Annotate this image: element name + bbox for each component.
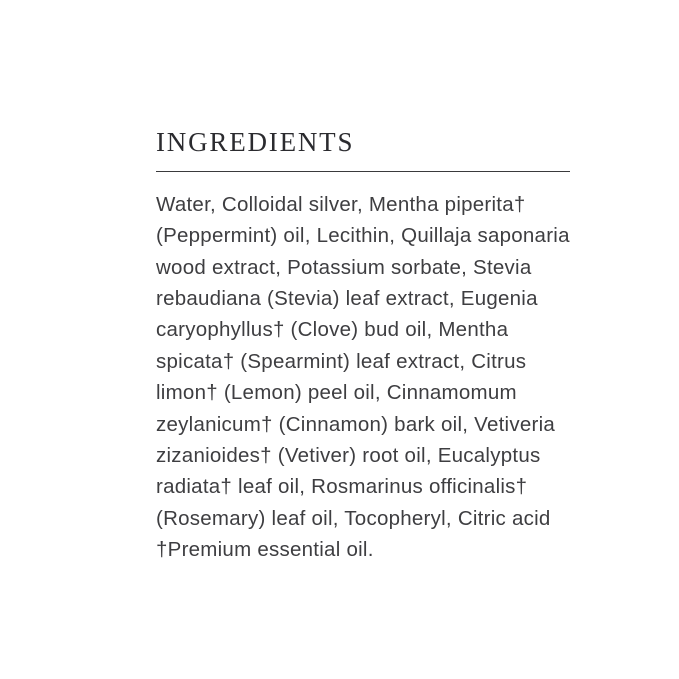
- ingredients-line: caryophyllus† (Clove) bud oil, Mentha: [156, 318, 509, 342]
- ingredients-line: zizanioides† (Vetiver) root oil, Eucalyptus: [156, 443, 541, 467]
- ingredients-line: rebaudiana (Stevia) leaf extract, Eugenia: [156, 286, 538, 310]
- ingredients-line: Water, Colloidal silver, Mentha piperita†: [156, 192, 526, 216]
- ingredients-list: [156, 189, 571, 566]
- ingredients-line: limon† (Lemon) peel oil, Cinnamomum: [156, 381, 517, 405]
- ingredients-line: radiata† leaf oil, Rosmarinus officinalis†: [156, 475, 528, 499]
- ingredients-line: spicata† (Spearmint) leaf extract, Citrus: [156, 349, 527, 373]
- ingredients-line: †Premium essential oil.: [156, 538, 374, 562]
- ingredients-line: (Rosemary) leaf oil, Tocopheryl, Citric acid: [156, 506, 551, 530]
- heading-divider: [156, 171, 570, 172]
- ingredients-line: zeylanicum† (Cinnamon) bark oil, Vetiveria: [156, 412, 556, 436]
- ingredients-line: wood extract, Potassium sorbate, Stevia: [156, 255, 532, 279]
- ingredients-label-card: [156, 128, 571, 566]
- ingredients-line: (Peppermint) oil, Lecithin, Quillaja saponaria: [156, 224, 570, 248]
- ingredients-heading: INGREDIENTS: [156, 127, 355, 157]
